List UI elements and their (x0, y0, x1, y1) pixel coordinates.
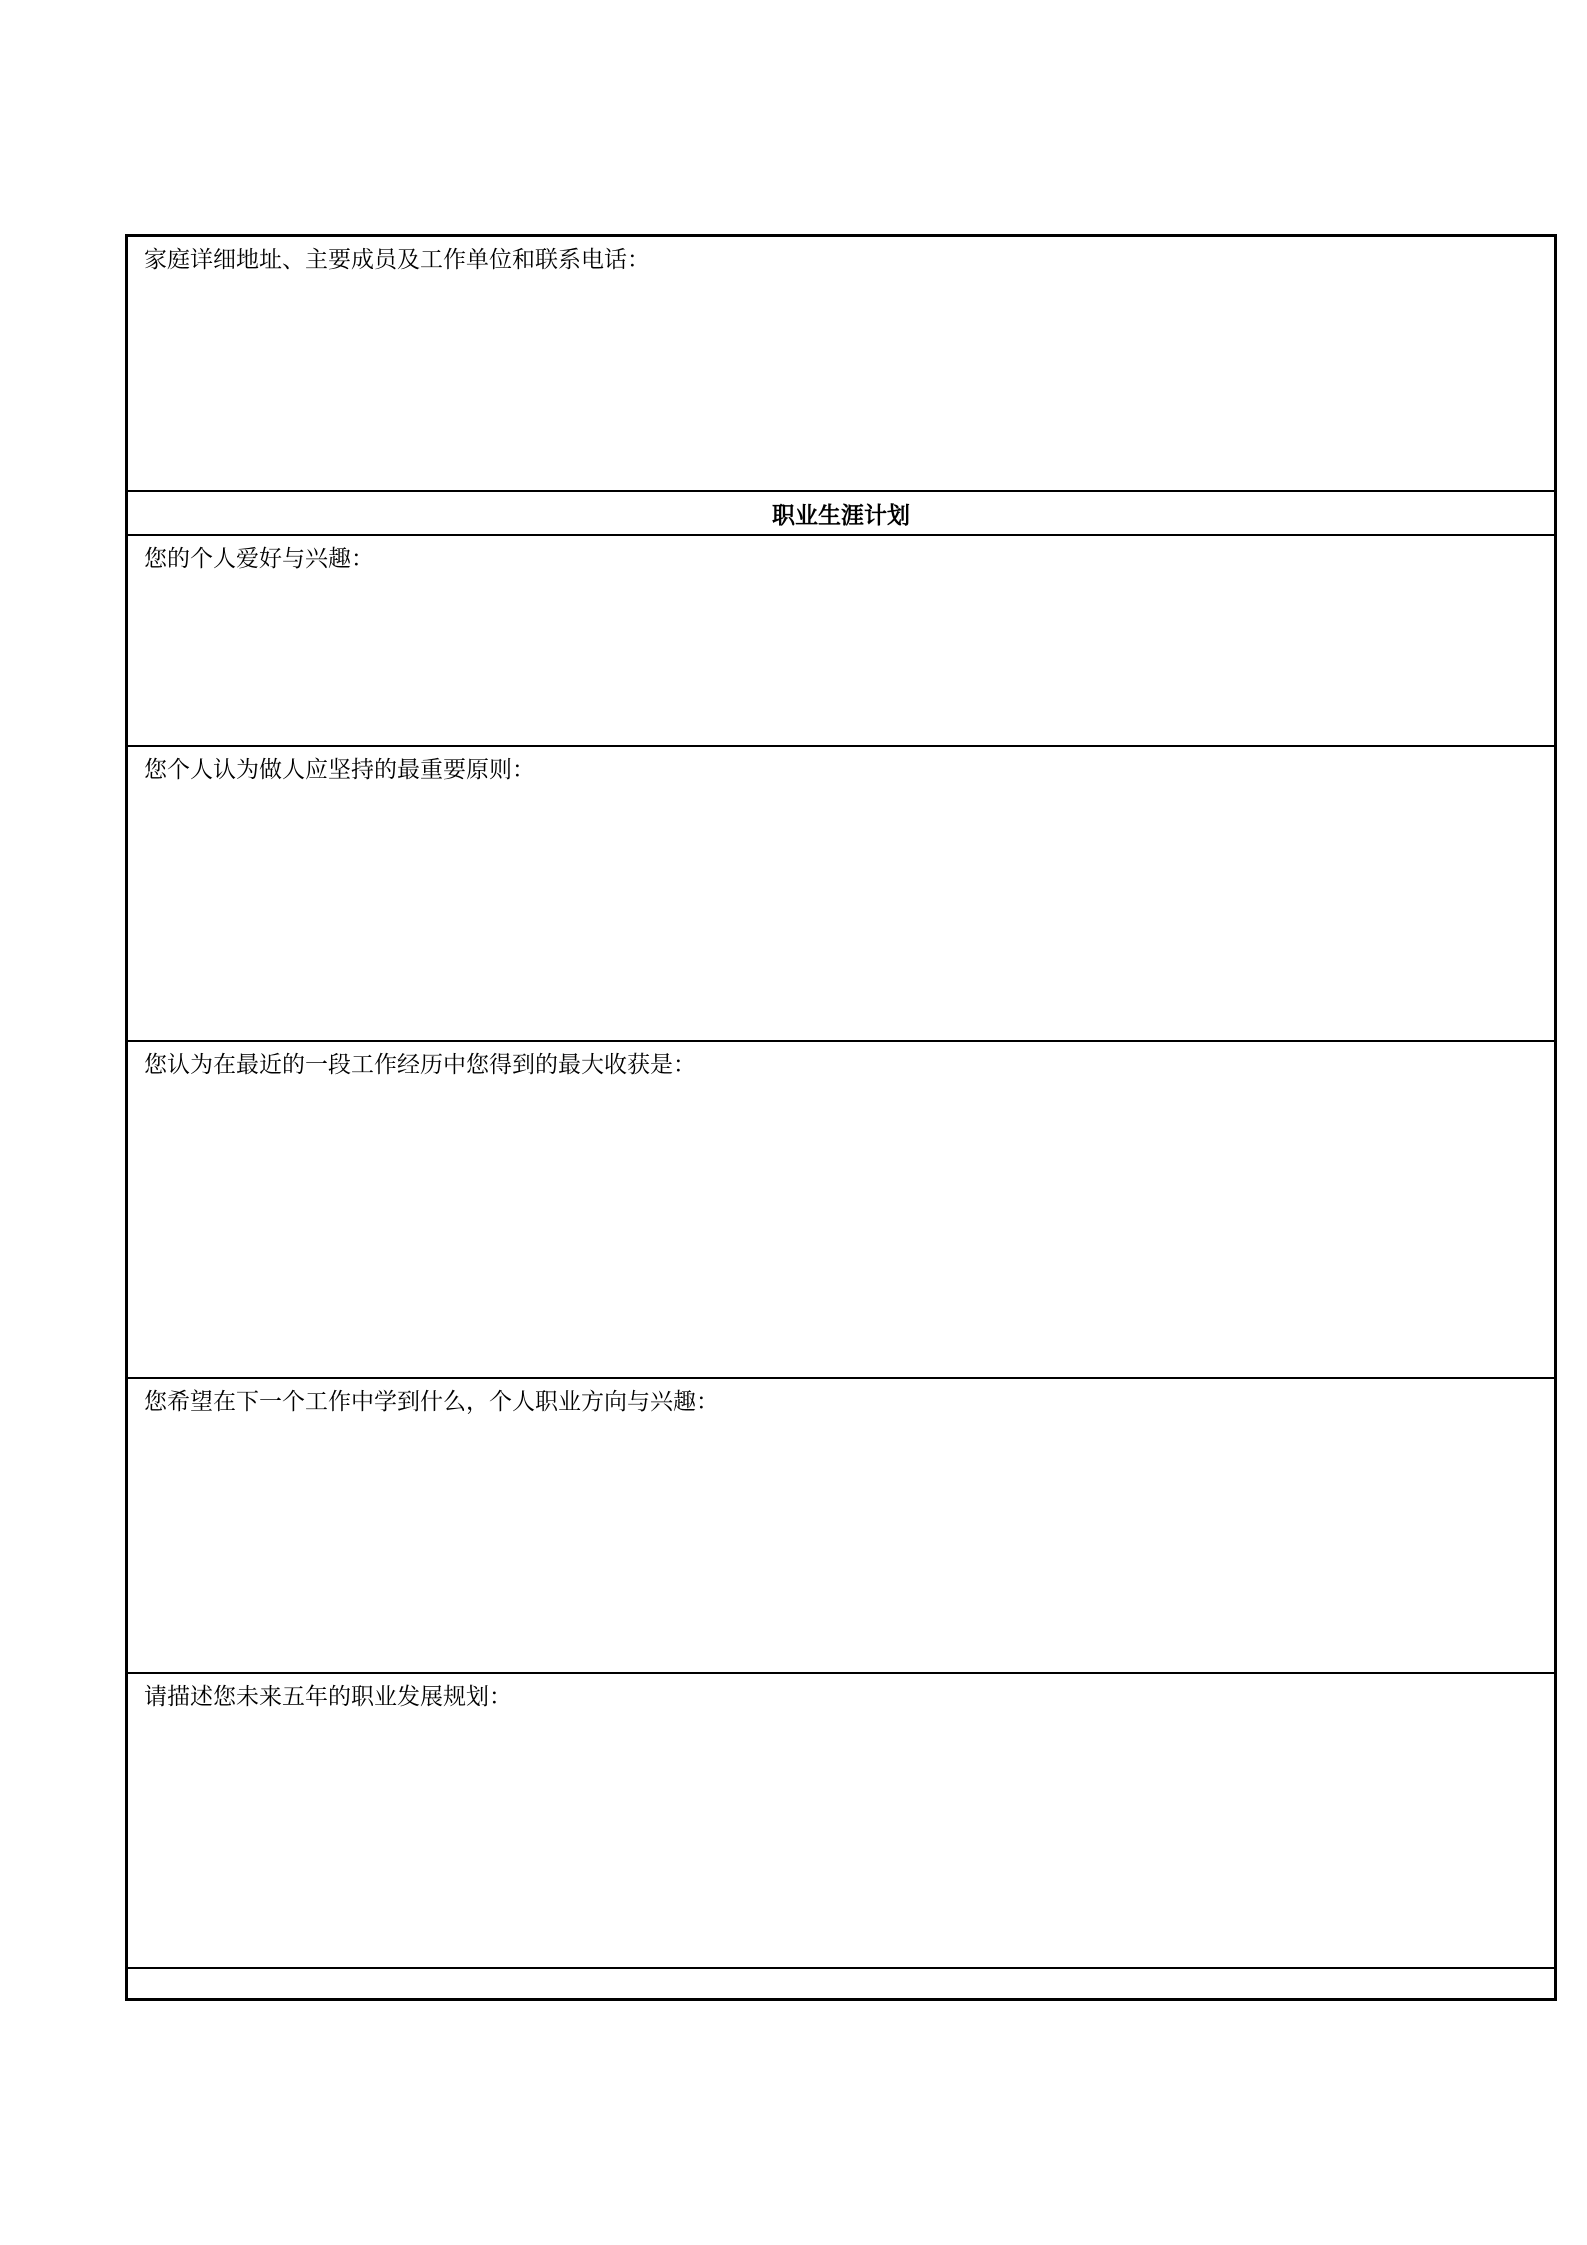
career-plan-form (125, 234, 1557, 2001)
career-section-header-row (128, 492, 1554, 536)
five-year-plan-label: 请描述您未来五年的职业发展规划： (144, 1684, 512, 1710)
five-year-plan-input[interactable] (140, 1716, 1542, 1959)
recent-gain-label: 您认为在最近的一段工作经历中您得到的最大收获是： (144, 1052, 696, 1078)
career-section-title: 职业生涯计划 (772, 502, 910, 529)
hobbies-input[interactable] (140, 578, 1542, 737)
principles-label: 您个人认为做人应坚持的最重要原则： (144, 757, 535, 783)
empty-footer-row (128, 1969, 1554, 1998)
hobbies-label: 您的个人爱好与兴趣： (144, 546, 374, 572)
recent-gain-row (128, 1042, 1554, 1379)
five-year-plan-row (128, 1674, 1554, 1969)
next-job-row (128, 1379, 1554, 1674)
next-job-label: 您希望在下一个工作中学到什么，个人职业方向与兴趣： (144, 1389, 719, 1415)
family-info-input[interactable] (140, 279, 1542, 482)
principles-row (128, 747, 1554, 1042)
family-info-label: 家庭详细地址、主要成员及工作单位和联系电话： (144, 247, 650, 273)
recent-gain-input[interactable] (140, 1084, 1542, 1369)
hobbies-row (128, 536, 1554, 747)
principles-input[interactable] (140, 789, 1542, 1032)
next-job-input[interactable] (140, 1421, 1542, 1664)
family-info-row (128, 237, 1554, 492)
